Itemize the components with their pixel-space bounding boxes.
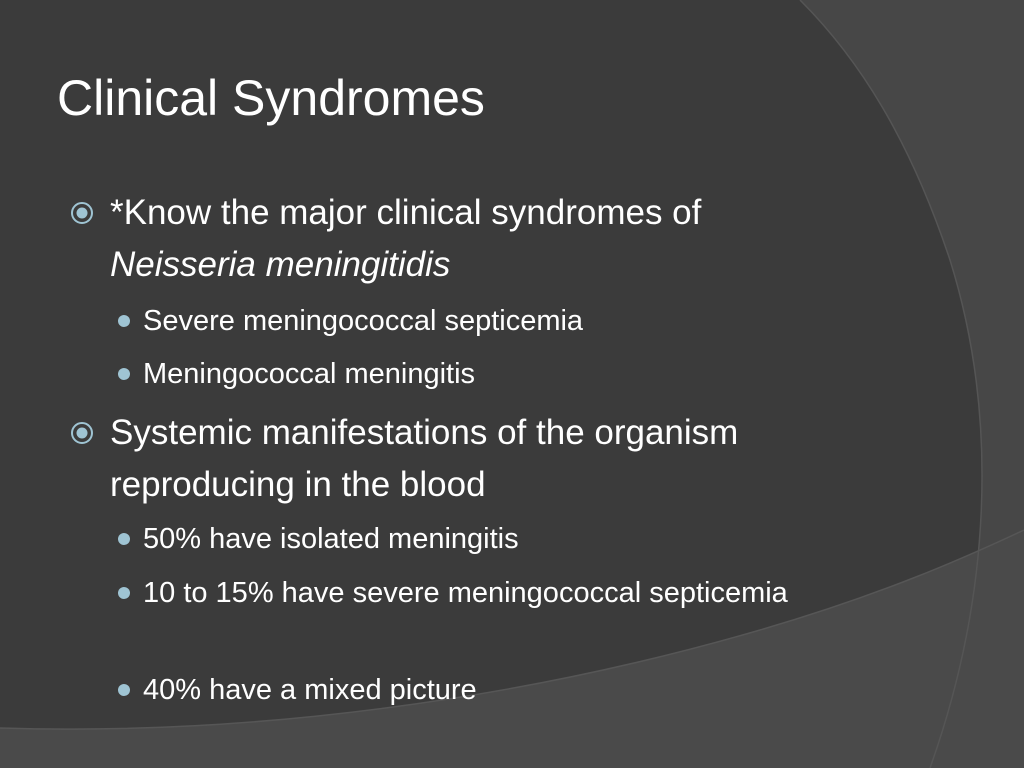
bullet-item: Systemic manifestations of the organism reproducing in the blood	[110, 413, 739, 504]
background-arc-bottom	[0, 530, 1024, 768]
bullet-text: *Know the major clinical syndromes of	[110, 193, 702, 232]
bullet-item	[110, 187, 900, 291]
sub-bullet-item: 50% have isolated meningitis	[143, 523, 519, 555]
sub-bullet-item: Meningococcal meningitis	[143, 358, 476, 390]
target-bullet-icon	[69, 200, 95, 226]
sub-bullet-dot	[118, 315, 130, 327]
bullet-text-italic: Neisseria meningitidis	[110, 245, 451, 284]
target-bullet-icon	[69, 420, 95, 446]
sub-bullet-dot	[118, 587, 130, 599]
sub-bullet-item: Severe meningococcal septicemia	[143, 305, 584, 337]
sub-bullet-item: 40% have a mixed picture	[143, 674, 477, 706]
sub-bullet-dot	[118, 368, 130, 380]
sub-bullet-dot	[118, 684, 130, 696]
sub-bullet-item: 10 to 15% have severe meningococcal septicemia	[143, 577, 788, 609]
sub-bullet-dot	[118, 533, 130, 545]
slide-title: Clinical Syndromes	[57, 70, 485, 126]
